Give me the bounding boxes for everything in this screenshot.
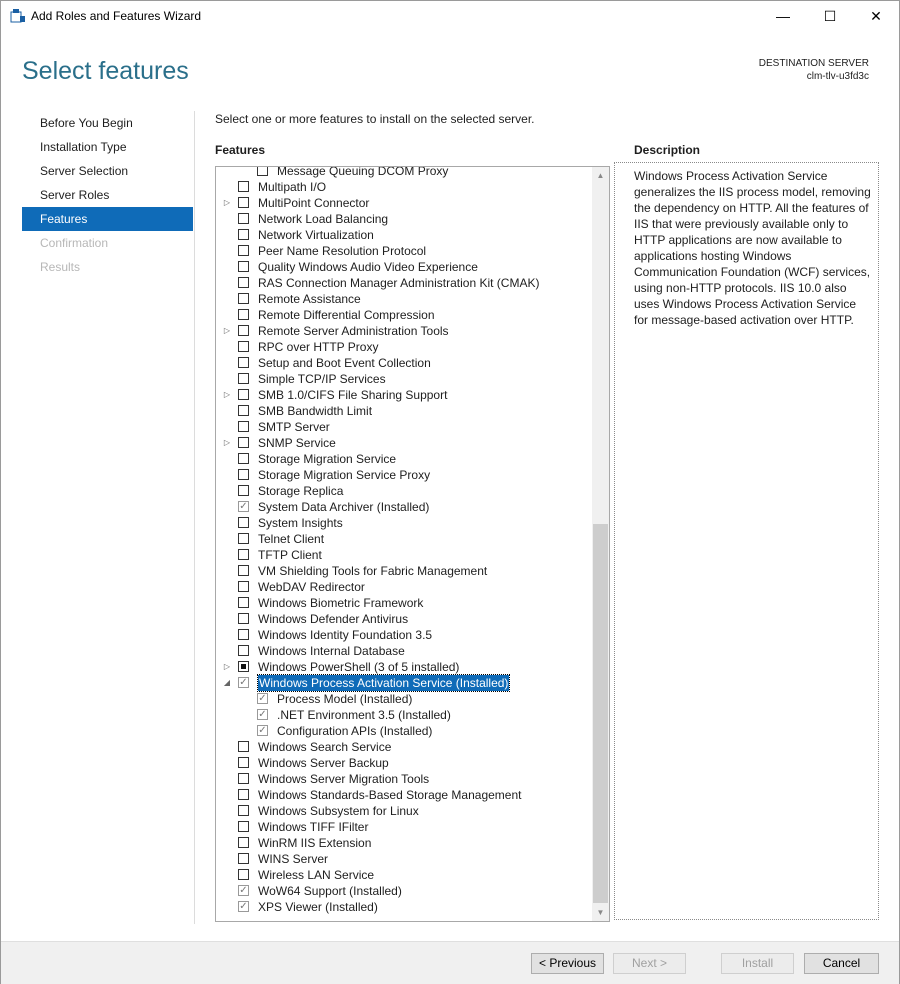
feature-checkbox[interactable] [238, 469, 249, 480]
feature-checkbox[interactable] [238, 197, 249, 208]
feature-label[interactable]: Wireless LAN Service [258, 868, 375, 882]
feature-row[interactable] [216, 227, 592, 243]
feature-row[interactable] [216, 739, 592, 755]
feature-row[interactable] [216, 483, 592, 499]
feature-checkbox[interactable] [238, 549, 249, 560]
feature-row[interactable] [216, 707, 592, 723]
feature-checkbox[interactable]: ✓ [239, 901, 248, 912]
feature-checkbox[interactable] [238, 613, 249, 624]
feature-label[interactable]: Quality Windows Audio Video Experience [258, 260, 478, 274]
feature-row[interactable] [216, 883, 592, 899]
close-button[interactable]: ✕ [870, 8, 882, 24]
feature-row[interactable] [216, 867, 592, 883]
feature-checkbox[interactable] [238, 213, 249, 224]
cancel-button[interactable]: Cancel [804, 953, 879, 974]
feature-label[interactable]: Windows Standards-Based Storage Management [258, 788, 522, 802]
next-button[interactable]: Next > [613, 953, 686, 974]
wizard-footer [1, 941, 899, 984]
minimize-button[interactable]: — [776, 8, 790, 24]
feature-row[interactable] [216, 355, 592, 371]
feature-label[interactable]: Multipath I/O [258, 180, 327, 194]
feature-label[interactable]: Simple TCP/IP Services [258, 372, 386, 386]
title-bar[interactable] [1, 1, 899, 31]
feature-row[interactable] [216, 787, 592, 803]
features-heading: Features [215, 143, 266, 157]
feature-checkbox[interactable] [238, 629, 249, 640]
feature-row[interactable] [216, 419, 592, 435]
feature-row[interactable] [216, 579, 592, 595]
feature-checkbox[interactable] [238, 325, 249, 336]
feature-label[interactable]: Network Virtualization [258, 228, 374, 242]
server-manager-icon [10, 9, 26, 23]
feature-row[interactable] [216, 563, 592, 579]
feature-label[interactable]: WebDAV Redirector [258, 580, 365, 594]
feature-label[interactable]: Windows Server Migration Tools [258, 772, 430, 786]
sidebar-item-results: Results [40, 260, 81, 274]
feature-row[interactable] [216, 435, 592, 451]
feature-checkbox[interactable] [238, 293, 249, 304]
feature-checkbox[interactable]: ✓ [258, 693, 267, 704]
feature-checkbox[interactable] [238, 437, 249, 448]
features-scrollbar[interactable] [592, 167, 609, 921]
feature-label[interactable]: Windows Server Backup [258, 756, 389, 770]
feature-checkbox[interactable] [238, 261, 249, 272]
feature-checkbox[interactable] [238, 581, 249, 592]
feature-row[interactable] [216, 275, 592, 291]
feature-row[interactable] [216, 643, 592, 659]
feature-checkbox[interactable]: ✓ [258, 709, 267, 720]
expand-arrow-icon[interactable]: ▷ [223, 662, 231, 671]
expand-arrow-icon[interactable]: ▷ [223, 390, 231, 399]
feature-label[interactable]: Setup and Boot Event Collection [258, 356, 431, 370]
feature-label[interactable]: Process Model (Installed) [277, 692, 413, 706]
feature-row[interactable] [216, 323, 592, 339]
feature-checkbox[interactable] [238, 757, 249, 768]
feature-label[interactable]: Windows PowerShell (3 of 5 installed) [258, 660, 460, 674]
feature-checkbox[interactable] [238, 661, 249, 672]
feature-label[interactable]: Windows Process Activation Service (Installed) [259, 676, 509, 690]
feature-row[interactable] [216, 547, 592, 563]
feature-row[interactable] [216, 595, 592, 611]
feature-label[interactable]: System Data Archiver (Installed) [258, 500, 430, 514]
feature-label[interactable]: VM Shielding Tools for Fabric Management [258, 564, 488, 578]
feature-checkbox[interactable] [238, 309, 249, 320]
collapse-arrow-icon[interactable]: ◢ [223, 678, 231, 687]
feature-label[interactable]: Storage Replica [258, 484, 344, 498]
feature-label[interactable]: SNMP Service [258, 436, 336, 450]
features-tree[interactable] [215, 166, 610, 922]
feature-checkbox[interactable]: ✓ [239, 677, 248, 688]
feature-checkbox[interactable] [238, 789, 249, 800]
feature-label[interactable]: Windows Identity Foundation 3.5 [258, 628, 433, 642]
feature-label[interactable]: Remote Differential Compression [258, 308, 435, 322]
sidebar-item-confirmation: Confirmation [40, 236, 109, 250]
feature-label[interactable]: Peer Name Resolution Protocol [258, 244, 427, 258]
sidebar-item-before-you-begin[interactable]: Before You Begin [40, 116, 133, 130]
feature-label[interactable]: SMB 1.0/CIFS File Sharing Support [258, 388, 448, 402]
sidebar-item-features[interactable]: Features [22, 207, 193, 231]
feature-row[interactable] [216, 627, 592, 643]
feature-row[interactable] [216, 339, 592, 355]
feature-label[interactable]: WINS Server [258, 852, 329, 866]
feature-label[interactable]: WinRM IIS Extension [258, 836, 372, 850]
sidebar-item-server-selection[interactable]: Server Selection [40, 164, 129, 178]
feature-checkbox[interactable]: ✓ [239, 885, 248, 896]
feature-label[interactable]: Telnet Client [258, 532, 325, 546]
expand-arrow-icon[interactable]: ▷ [223, 438, 231, 447]
scroll-thumb[interactable] [593, 524, 608, 903]
feature-row[interactable] [216, 307, 592, 323]
feature-row[interactable] [216, 467, 592, 483]
feature-row[interactable] [216, 515, 592, 531]
feature-row[interactable] [216, 835, 592, 851]
sidebar-divider [194, 111, 195, 924]
feature-label[interactable]: Storage Migration Service [258, 452, 397, 466]
feature-row[interactable] [216, 771, 592, 787]
feature-label[interactable]: MultiPoint Connector [258, 196, 370, 210]
feature-checkbox[interactable] [238, 245, 249, 256]
feature-checkbox[interactable] [238, 773, 249, 784]
feature-label[interactable]: Message Queuing DCOM Proxy [277, 166, 449, 178]
feature-checkbox[interactable]: ✓ [258, 725, 267, 736]
feature-row[interactable] [216, 403, 592, 419]
feature-row[interactable] [216, 243, 592, 259]
feature-label[interactable]: Windows Internal Database [258, 644, 405, 658]
feature-checkbox[interactable] [238, 277, 249, 288]
description-text: Windows Process Activation Service generalizes the IIS process model, removing the dependency on HTTP. All the features of IIS that were previously available only to HTTP applications are now available to applications hosting Windows Communication Foundation (WCF) services, using non-HTTP protocols. IIS 10.0 also uses Windows Process Activation Service for message-based activation over HTTP. [634, 169, 871, 327]
scroll-up-icon[interactable]: ▲ [596, 171, 605, 180]
expand-arrow-icon[interactable]: ▷ [223, 326, 231, 335]
feature-checkbox[interactable] [238, 533, 249, 544]
destination-server-name: clm-tlv-u3fd3c [806, 71, 869, 82]
feature-checkbox[interactable] [238, 181, 249, 192]
feature-checkbox[interactable] [238, 389, 249, 400]
expand-arrow-icon[interactable]: ▷ [223, 198, 231, 207]
feature-checkbox[interactable] [238, 645, 249, 656]
feature-row[interactable] [216, 611, 592, 627]
feature-row[interactable] [216, 211, 592, 227]
sidebar-item-server-roles[interactable]: Server Roles [40, 188, 110, 202]
feature-label[interactable]: System Insights [258, 516, 343, 530]
feature-row[interactable] [216, 659, 592, 675]
feature-checkbox[interactable] [238, 453, 249, 464]
feature-checkbox[interactable] [238, 821, 249, 832]
feature-checkbox[interactable] [238, 405, 249, 416]
feature-label[interactable]: Remote Assistance [258, 292, 361, 306]
feature-checkbox[interactable] [238, 517, 249, 528]
feature-label[interactable]: Storage Migration Service Proxy [258, 468, 431, 482]
feature-row[interactable] [216, 179, 592, 195]
feature-checkbox[interactable] [238, 565, 249, 576]
instruction-text: Select one or more features to install on the selected server. [215, 112, 535, 126]
scroll-down-icon[interactable]: ▼ [596, 908, 605, 917]
feature-row[interactable] [216, 851, 592, 867]
description-heading: Description [634, 143, 701, 157]
destination-label: DESTINATION SERVER [758, 58, 869, 69]
feature-checkbox[interactable] [238, 597, 249, 608]
maximize-button[interactable]: ☐ [823, 8, 837, 24]
previous-button[interactable]: < Previous [531, 953, 604, 974]
feature-checkbox[interactable] [238, 229, 249, 240]
description-panel [614, 162, 879, 920]
feature-checkbox[interactable] [238, 805, 249, 816]
feature-row[interactable] [216, 499, 592, 515]
features-tree-items [216, 166, 592, 915]
feature-row[interactable] [216, 803, 592, 819]
feature-label[interactable]: .NET Environment 3.5 (Installed) [277, 708, 451, 722]
feature-label[interactable]: Network Load Balancing [258, 212, 389, 226]
feature-row[interactable] [216, 387, 592, 403]
feature-checkbox[interactable] [238, 373, 249, 384]
feature-row[interactable] [216, 531, 592, 547]
feature-label[interactable]: WoW64 Support (Installed) [258, 884, 402, 898]
feature-label[interactable]: Windows Defender Antivirus [258, 612, 409, 626]
feature-checkbox[interactable] [238, 837, 249, 848]
feature-label[interactable]: RPC over HTTP Proxy [258, 340, 379, 354]
feature-checkbox[interactable] [238, 485, 249, 496]
feature-label[interactable]: SMB Bandwidth Limit [258, 404, 373, 418]
feature-label[interactable]: SMTP Server [258, 420, 330, 434]
feature-checkbox[interactable] [257, 166, 268, 176]
feature-label[interactable]: RAS Connection Manager Administration Kit (CMAK) [258, 276, 540, 290]
feature-label[interactable]: Windows Search Service [258, 740, 392, 754]
page-title: Select features [22, 57, 189, 85]
feature-row[interactable] [216, 755, 592, 771]
sidebar-item-installation-type[interactable]: Installation Type [40, 140, 127, 154]
feature-label[interactable]: Windows Biometric Framework [258, 596, 424, 610]
feature-label[interactable]: TFTP Client [258, 548, 322, 562]
feature-row[interactable] [216, 451, 592, 467]
feature-row[interactable] [216, 899, 592, 915]
feature-row[interactable] [216, 195, 592, 211]
feature-checkbox[interactable] [238, 357, 249, 368]
destination-server [759, 57, 869, 83]
feature-row[interactable] [216, 723, 592, 739]
feature-checkbox[interactable] [238, 341, 249, 352]
feature-checkbox[interactable]: ✓ [239, 501, 248, 512]
feature-row[interactable] [216, 371, 592, 387]
feature-checkbox[interactable] [238, 853, 249, 864]
window-title: Add Roles and Features Wizard [31, 9, 202, 23]
feature-label[interactable]: Windows Subsystem for Linux [258, 804, 419, 818]
feature-row[interactable] [216, 259, 592, 275]
feature-row[interactable] [216, 291, 592, 307]
feature-row[interactable] [216, 819, 592, 835]
feature-row[interactable] [216, 675, 592, 691]
wizard-steps-nav [22, 111, 193, 279]
install-button[interactable]: Install [721, 953, 794, 974]
feature-label[interactable]: Windows TIFF IFilter [258, 820, 369, 834]
feature-label[interactable]: XPS Viewer (Installed) [258, 900, 378, 914]
feature-row[interactable] [216, 166, 592, 179]
feature-checkbox[interactable] [238, 741, 249, 752]
feature-label[interactable]: Configuration APIs (Installed) [277, 724, 433, 738]
feature-checkbox[interactable] [238, 869, 249, 880]
feature-label[interactable]: Remote Server Administration Tools [258, 324, 449, 338]
feature-checkbox[interactable] [238, 421, 249, 432]
feature-row[interactable] [216, 691, 592, 707]
